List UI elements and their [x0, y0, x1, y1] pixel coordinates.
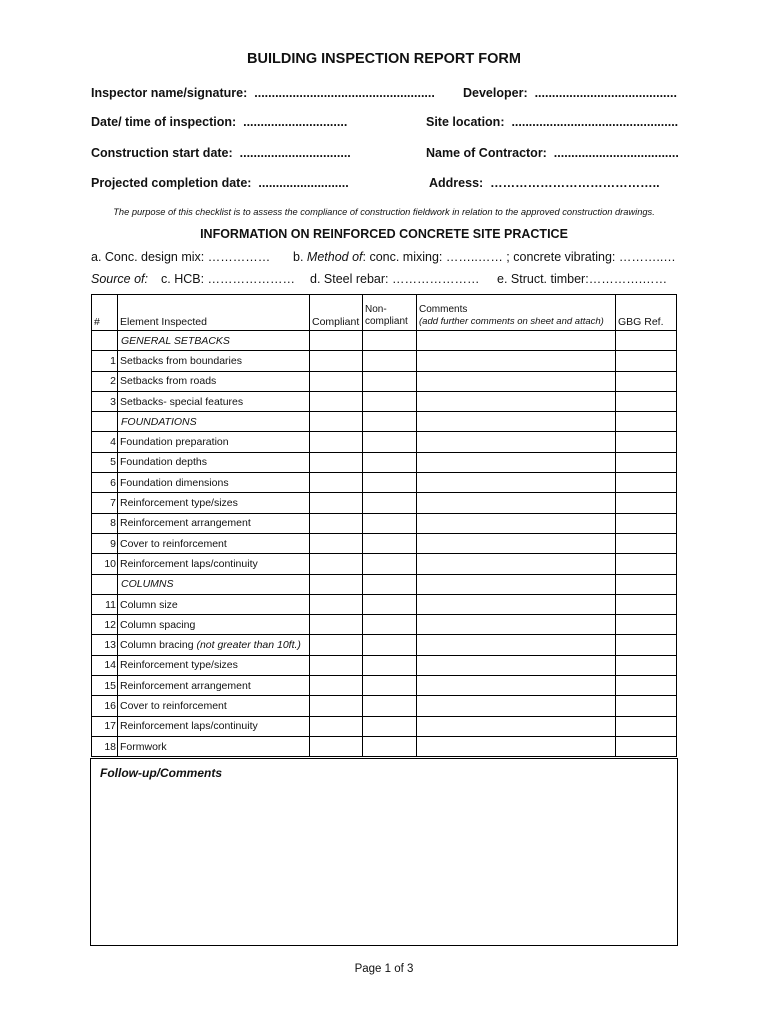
row-number: 17	[92, 716, 118, 736]
row-element: Reinforcement arrangement	[118, 676, 310, 696]
header-element: Element Inspected	[118, 295, 310, 331]
header-gbg-ref: GBG Ref.	[616, 295, 677, 331]
row-element: Setbacks- special features	[118, 391, 310, 411]
section-subtitle: INFORMATION ON REINFORCED CONCRETE SITE PRACTICE	[200, 227, 568, 241]
comments-cell[interactable]	[417, 696, 616, 716]
comments-cell[interactable]	[417, 635, 616, 655]
row-element: Column size	[118, 594, 310, 614]
comments-cell[interactable]	[417, 493, 616, 513]
noncompliant-cell[interactable]	[363, 473, 417, 493]
gbg-ref-cell[interactable]	[616, 432, 677, 452]
purpose-note: The purpose of this checklist is to assess the compliance of construction fieldwork in relation to the approved construction drawings.	[113, 207, 655, 217]
table-row	[92, 351, 677, 371]
section-row	[92, 331, 677, 351]
row-number: 4	[92, 432, 118, 452]
gbg-ref-cell[interactable]	[616, 554, 677, 574]
info-steel-rebar: d. Steel rebar: …………………	[310, 272, 480, 286]
row-element: Cover to reinforcement	[118, 533, 310, 553]
compliant-cell[interactable]	[310, 696, 363, 716]
gbg-ref-cell[interactable]	[616, 412, 677, 432]
compliant-cell[interactable]	[310, 473, 363, 493]
comments-cell[interactable]	[417, 655, 616, 675]
table-row	[92, 533, 677, 553]
row-element: Cover to reinforcement	[118, 696, 310, 716]
row-note: (not greater than 10ft.)	[196, 639, 301, 652]
row-element: GENERAL SETBACKS	[118, 331, 310, 351]
contractor-field	[426, 146, 679, 160]
row-element: Setbacks from roads	[118, 371, 310, 391]
row-number: 18	[92, 736, 118, 756]
gbg-ref-cell[interactable]	[616, 473, 677, 493]
noncompliant-cell[interactable]	[363, 696, 417, 716]
table-row	[92, 716, 677, 736]
start-label: Construction start date:	[91, 146, 233, 160]
header-compliant: Compliant	[310, 295, 363, 331]
date-fill[interactable]: ..............................	[243, 115, 348, 129]
gbg-ref-cell[interactable]	[616, 655, 677, 675]
row-number: 13	[92, 635, 118, 655]
compliant-cell[interactable]	[310, 574, 363, 594]
info-method-prefix: b.	[293, 250, 304, 264]
compliant-cell[interactable]	[310, 371, 363, 391]
gbg-ref-cell[interactable]	[616, 452, 677, 472]
row-element: Foundation depths	[118, 452, 310, 472]
noncompliant-cell[interactable]	[363, 432, 417, 452]
comments-cell[interactable]	[417, 351, 616, 371]
row-element: Setbacks from boundaries	[118, 351, 310, 371]
gbg-ref-cell[interactable]	[616, 635, 677, 655]
row-number: 14	[92, 655, 118, 675]
inspection-table	[91, 294, 677, 757]
gbg-ref-cell[interactable]	[616, 351, 677, 371]
comments-cell[interactable]	[417, 473, 616, 493]
site-fill[interactable]: ................................................	[511, 115, 679, 129]
noncompliant-cell[interactable]	[363, 655, 417, 675]
noncompliant-cell[interactable]	[363, 594, 417, 614]
noncompliant-cell[interactable]	[363, 554, 417, 574]
row-number: 7	[92, 493, 118, 513]
row-number: 2	[92, 371, 118, 391]
row-element: Foundation dimensions	[118, 473, 310, 493]
gbg-ref-cell[interactable]	[616, 736, 677, 756]
noncompliant-cell[interactable]	[363, 513, 417, 533]
comments-cell[interactable]	[417, 412, 616, 432]
info-source-label: Source of:	[91, 272, 148, 286]
row-element: Reinforcement type/sizes	[118, 655, 310, 675]
date-field	[91, 115, 347, 129]
noncompliant-cell[interactable]	[363, 574, 417, 594]
header-noncompliant: Non- compliant	[363, 295, 417, 331]
table-row	[92, 554, 677, 574]
compliant-cell[interactable]	[310, 391, 363, 411]
table-row	[92, 655, 677, 675]
noncompliant-cell[interactable]	[363, 371, 417, 391]
inspector-label: Inspector name/signature:	[91, 86, 248, 100]
site-field	[426, 115, 678, 129]
noncompliant-cell[interactable]	[363, 736, 417, 756]
compliant-cell[interactable]	[310, 676, 363, 696]
row-number	[92, 331, 118, 351]
row-number: 3	[92, 391, 118, 411]
comments-cell[interactable]	[417, 533, 616, 553]
comments-cell[interactable]	[417, 615, 616, 635]
compliant-cell[interactable]	[310, 493, 363, 513]
gbg-ref-cell[interactable]	[616, 716, 677, 736]
developer-fill[interactable]: .........................................	[534, 86, 677, 100]
row-number: 16	[92, 696, 118, 716]
compliant-cell[interactable]	[310, 331, 363, 351]
noncompliant-cell[interactable]	[363, 331, 417, 351]
compliant-cell[interactable]	[310, 635, 363, 655]
row-number: 8	[92, 513, 118, 533]
comments-cell[interactable]	[417, 391, 616, 411]
compliant-cell[interactable]	[310, 432, 363, 452]
row-number: 10	[92, 554, 118, 574]
row-number: 5	[92, 452, 118, 472]
noncompliant-cell[interactable]	[363, 716, 417, 736]
row-element: Reinforcement laps/continuity	[118, 554, 310, 574]
noncompliant-cell[interactable]	[363, 533, 417, 553]
info-struct-timber: e. Struct. timber:………….……	[497, 272, 668, 286]
inspector-field	[91, 86, 435, 100]
row-element: Reinforcement arrangement	[118, 513, 310, 533]
row-element: COLUMNS	[118, 574, 310, 594]
inspector-fill[interactable]: ....................................................	[254, 86, 435, 100]
gbg-ref-cell[interactable]	[616, 574, 677, 594]
table-row	[92, 676, 677, 696]
table-row	[92, 493, 677, 513]
row-number	[92, 412, 118, 432]
compliant-cell[interactable]	[310, 716, 363, 736]
table-row	[92, 635, 677, 655]
table-row	[92, 615, 677, 635]
row-number: 15	[92, 676, 118, 696]
contractor-fill[interactable]: ....................................	[553, 146, 679, 160]
gbg-ref-cell[interactable]	[616, 696, 677, 716]
followup-label: Follow-up/Comments	[100, 766, 222, 780]
table-row	[92, 391, 677, 411]
noncompliant-cell[interactable]	[363, 351, 417, 371]
comments-cell[interactable]	[417, 676, 616, 696]
noncompliant-cell[interactable]	[363, 391, 417, 411]
table-row	[92, 432, 677, 452]
comments-cell[interactable]	[417, 371, 616, 391]
row-element: Column bracing (not greater than 10ft.)	[118, 635, 310, 655]
completion-field	[91, 176, 349, 190]
row-number: 11	[92, 594, 118, 614]
noncompliant-cell[interactable]	[363, 676, 417, 696]
table-row	[92, 696, 677, 716]
gbg-ref-cell[interactable]	[616, 594, 677, 614]
completion-label: Projected completion date:	[91, 176, 252, 190]
row-number: 12	[92, 615, 118, 635]
table-row	[92, 736, 677, 756]
compliant-cell[interactable]	[310, 655, 363, 675]
compliant-cell[interactable]	[310, 615, 363, 635]
row-element: Reinforcement type/sizes	[118, 493, 310, 513]
page-title: BUILDING INSPECTION REPORT FORM	[247, 51, 521, 67]
followup-box[interactable]	[90, 758, 678, 946]
comments-cell[interactable]	[417, 574, 616, 594]
address-field	[429, 176, 660, 190]
noncompliant-cell[interactable]	[363, 635, 417, 655]
row-number: 9	[92, 533, 118, 553]
header-comments: Comments (add further comments on sheet and attach)	[417, 295, 616, 331]
compliant-cell[interactable]	[310, 452, 363, 472]
gbg-ref-cell[interactable]	[616, 513, 677, 533]
start-field	[91, 146, 351, 160]
developer-label: Developer:	[463, 86, 528, 100]
info-method-rest: : conc. mixing: ……..…… ; concrete vibrating: ………..…	[362, 250, 676, 264]
section-row	[92, 412, 677, 432]
compliant-cell[interactable]	[310, 554, 363, 574]
gbg-ref-cell[interactable]	[616, 533, 677, 553]
comments-cell[interactable]	[417, 432, 616, 452]
compliant-cell[interactable]	[310, 351, 363, 371]
compliant-cell[interactable]	[310, 594, 363, 614]
table-row	[92, 473, 677, 493]
header-num: #	[92, 295, 118, 331]
date-label: Date/ time of inspection:	[91, 115, 237, 129]
table-row	[92, 371, 677, 391]
developer-field	[463, 86, 677, 100]
gbg-ref-cell[interactable]	[616, 676, 677, 696]
row-number	[92, 574, 118, 594]
noncompliant-cell[interactable]	[363, 452, 417, 472]
comments-cell[interactable]	[417, 452, 616, 472]
comments-cell[interactable]	[417, 554, 616, 574]
compliant-cell[interactable]	[310, 412, 363, 432]
noncompliant-cell[interactable]	[363, 412, 417, 432]
noncompliant-cell[interactable]	[363, 615, 417, 635]
table-header-row	[92, 295, 677, 331]
gbg-ref-cell[interactable]	[616, 331, 677, 351]
gbg-ref-cell[interactable]	[616, 615, 677, 635]
comments-cell[interactable]	[417, 594, 616, 614]
compliant-cell[interactable]	[310, 513, 363, 533]
address-label: Address:	[429, 176, 484, 190]
completion-fill[interactable]: ..........................	[258, 176, 349, 190]
info-hcb: c. HCB: …………………	[161, 272, 296, 286]
row-number: 1	[92, 351, 118, 371]
noncompliant-cell[interactable]	[363, 493, 417, 513]
page-number: Page 1 of 3	[354, 963, 414, 975]
row-element: Column spacing	[118, 615, 310, 635]
comments-cell[interactable]	[417, 736, 616, 756]
comments-cell[interactable]	[417, 716, 616, 736]
info-method-label: Method of	[306, 250, 363, 264]
row-number: 6	[92, 473, 118, 493]
compliant-cell[interactable]	[310, 736, 363, 756]
address-fill[interactable]: …………………………………..	[490, 176, 660, 190]
gbg-ref-cell[interactable]	[616, 371, 677, 391]
compliant-cell[interactable]	[310, 533, 363, 553]
info-design-mix: a. Conc. design mix: ……………	[91, 250, 271, 264]
table-row	[92, 452, 677, 472]
section-row	[92, 574, 677, 594]
start-fill[interactable]: ................................	[239, 146, 351, 160]
info-method	[293, 250, 676, 264]
comments-cell[interactable]	[417, 513, 616, 533]
contractor-label: Name of Contractor:	[426, 146, 547, 160]
table-row	[92, 513, 677, 533]
gbg-ref-cell[interactable]	[616, 493, 677, 513]
row-element: Foundation preparation	[118, 432, 310, 452]
table-row	[92, 594, 677, 614]
comments-cell[interactable]	[417, 331, 616, 351]
gbg-ref-cell[interactable]	[616, 391, 677, 411]
site-label: Site location:	[426, 115, 505, 129]
row-element: FOUNDATIONS	[118, 412, 310, 432]
row-element: Reinforcement laps/continuity	[118, 716, 310, 736]
row-element: Formwork	[118, 736, 310, 756]
